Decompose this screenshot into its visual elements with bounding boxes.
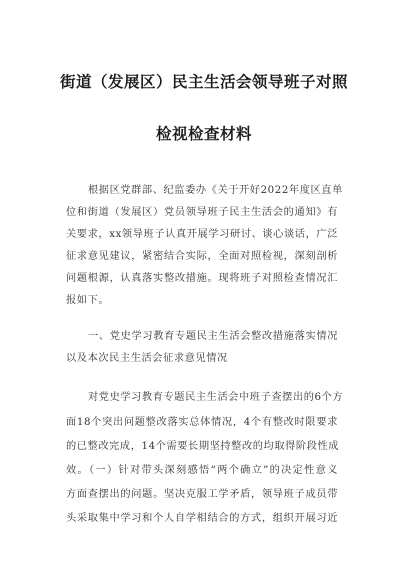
paragraph-line: 头采取集中学习和个人自学相结合的方式，组织开展习近 <box>66 513 338 524</box>
paragraph-line: 位和街道（发展区）党员领导班子民主生活会的通知》有 <box>66 207 338 218</box>
paragraph-line: 方面查摆出的问题。坚决克服工学矛盾，领导班子成员带 <box>66 489 338 500</box>
paragraph-line: 的已整改完成，14个需要长期坚持整改的均取得阶段性成 <box>66 441 340 452</box>
paragraph-line: 报如下。 <box>66 295 110 306</box>
section-heading-line: 以及本次民主生活会征求意见情况 <box>66 353 228 364</box>
paragraph-line: 面18个突出问题整改落实总体情况，4个有整改时限要求 <box>66 417 338 428</box>
document-title-line-2: 检视检查材料 <box>155 125 252 143</box>
paragraph-line: 根据区党群部、纪监委办《关于开好2022年度区直单 <box>88 185 343 196</box>
paragraph-line: 关要求，xx领导班子认真开展学习研讨、谈心谈话，广泛 <box>66 229 338 240</box>
section-heading-line: 一、党史学习教育专题民主生活会整改措施落实情况 <box>88 331 338 342</box>
paragraph-line: 效。（一）针对带头深刻感悟“两个确立”的决定性意义 <box>66 465 338 476</box>
paragraph-line: 问题根源，认真落实整改措施。现将班子对照检查情况汇 <box>66 273 338 284</box>
paragraph-line: 对党史学习教育专题民主生活会中班子查摆出的6个方 <box>88 392 344 403</box>
document-title-line-1: 街道（发展区）民主生活会领导班子对照 <box>59 73 348 91</box>
paragraph-line: 征求意见建议，紧密结合实际，全面对照检视，深刻剖析 <box>66 251 338 262</box>
